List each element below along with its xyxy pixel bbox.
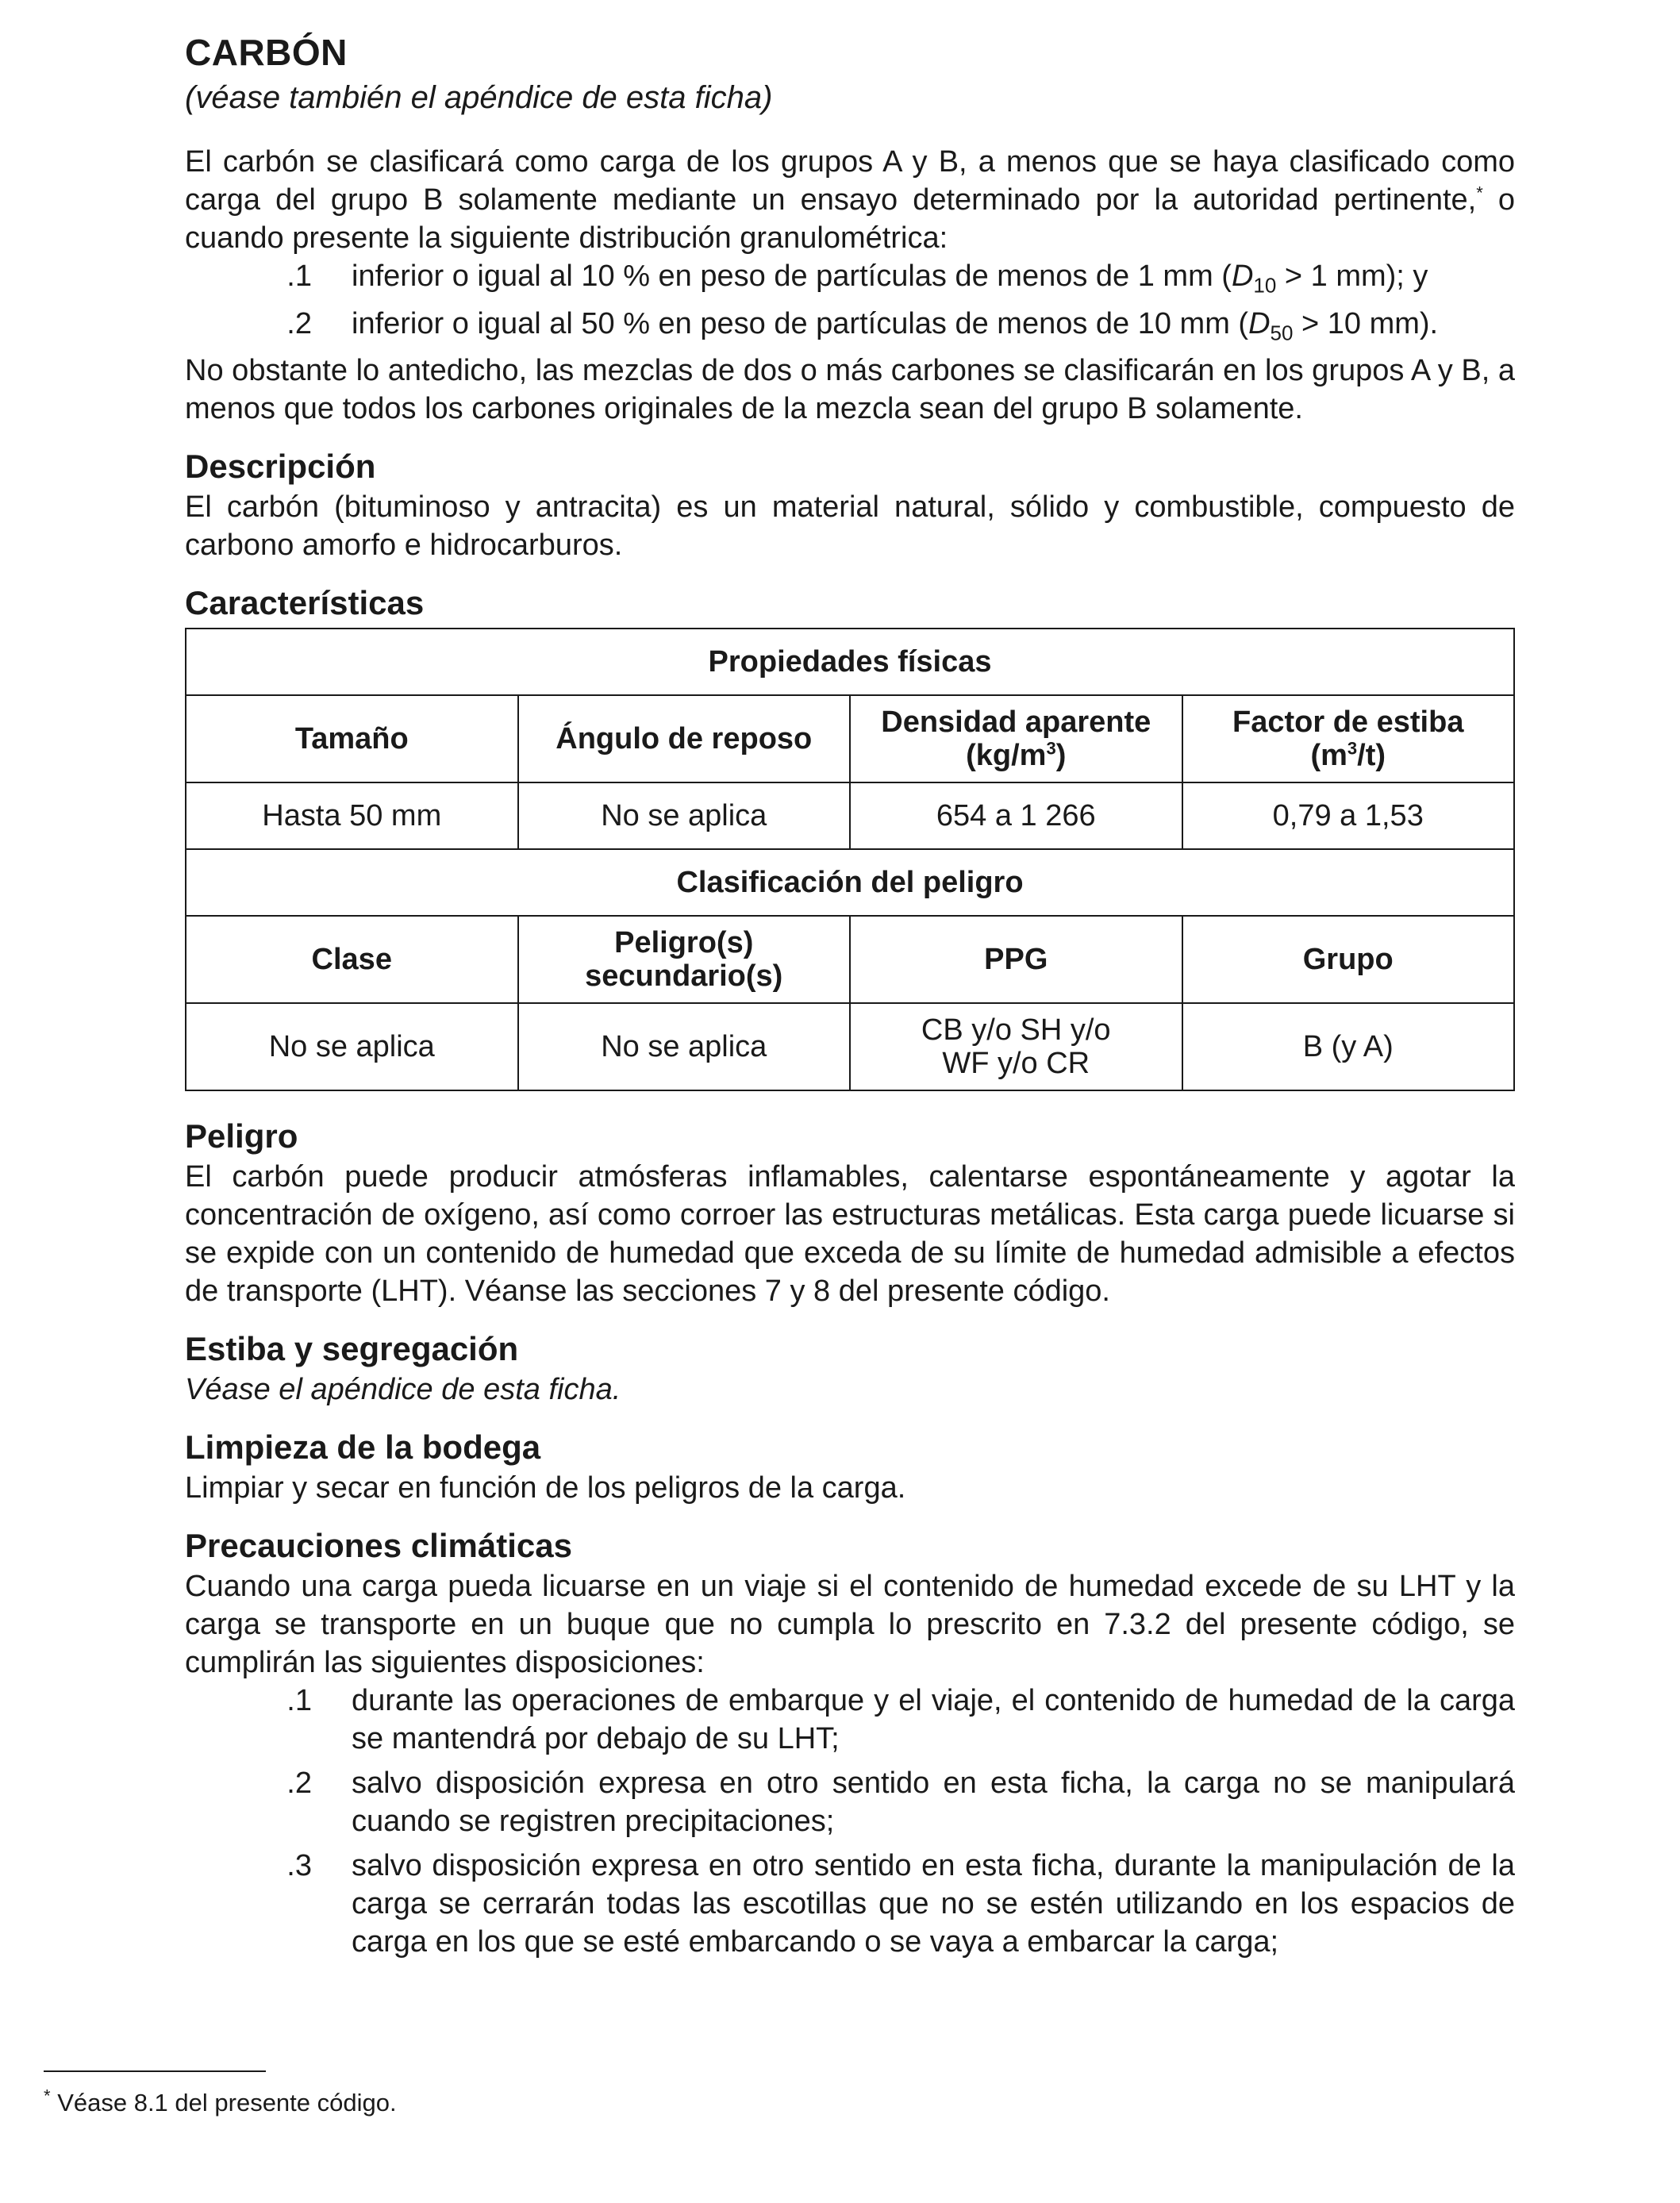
header-size: Tamaño bbox=[186, 695, 518, 782]
header-stowage bbox=[1182, 695, 1515, 782]
item-text bbox=[352, 305, 1515, 352]
header-class: Clase bbox=[186, 916, 518, 1003]
value-class: No se aplica bbox=[186, 1003, 518, 1090]
header-mhb: PPG bbox=[850, 916, 1182, 1003]
header-angle: Ángulo de reposo bbox=[518, 695, 851, 782]
mhb-line2: WF y/o CR bbox=[942, 1047, 1090, 1081]
document-page bbox=[185, 29, 1515, 1961]
precaution-item-1 bbox=[185, 1682, 1515, 1758]
hazard-classification-title: Clasificación del peligro bbox=[186, 849, 1514, 916]
stowage-unit-exponent: 3 bbox=[1347, 738, 1358, 759]
item-number: .2 bbox=[286, 306, 312, 340]
section-heading-peligro: Peligro bbox=[185, 1117, 298, 1155]
item-number: .1 bbox=[286, 260, 312, 293]
page-title: CARBÓN bbox=[185, 32, 348, 73]
item-text-before: inferior o igual al 50 % en peso de partículas de menos de 10 mm ( bbox=[352, 306, 1249, 340]
secondary-label-line2: secundario(s) bbox=[585, 959, 783, 994]
intro-item-1 bbox=[185, 257, 1515, 305]
stowage-unit-close: /t) bbox=[1357, 739, 1386, 773]
precauciones-text: Cuando una carga pueda licuarse en un viaje si el contenido de humedad excede de su LHT y la carga se transporte en un buque que no cumpla lo prescrito en 7.3.2 del presente código, se cumplirán las siguientes disposiciones: bbox=[185, 1570, 1515, 1680]
density-unit: (kg/m bbox=[966, 739, 1047, 773]
peligro-text: El carbón puede producir atmósferas inflamables, calentarse espontáneamente y agotar la concentración de oxígeno, así como corroer las estructuras metálicas. Esta carga puede licuarse si se expide con un contenido de humedad que exceda de su límite de humedad admisible a efectos de transporte (LHT). Véanse las secciones 7 y 8 del presente código. bbox=[185, 1160, 1515, 1309]
section-heading-descripcion: Descripción bbox=[185, 448, 376, 486]
stowage-unit: (m bbox=[1310, 739, 1347, 773]
page-subtitle: (véase también el apéndice de esta ficha) bbox=[185, 80, 773, 115]
intro-paragraph bbox=[185, 143, 1515, 257]
precaution-item-3 bbox=[185, 1847, 1515, 1961]
section-heading-limpieza: Limpieza de la bodega bbox=[185, 1428, 541, 1467]
physical-properties-title: Propiedades físicas bbox=[186, 629, 1514, 695]
item-text bbox=[352, 257, 1515, 305]
intro-text-before: El carbón se clasificará como carga de los grupos A y B, a menos que se haya clasificado como carga del grupo B solamente mediante un ensayo determinado por la autoridad pertinente, bbox=[185, 145, 1515, 217]
item-variable: D bbox=[1248, 306, 1271, 340]
density-label: Densidad aparente bbox=[881, 705, 1151, 740]
footnote-text: Véase 8.1 del presente código. bbox=[57, 2089, 397, 2116]
value-angle: No se aplica bbox=[518, 782, 851, 849]
item-number: .1 bbox=[286, 1684, 312, 1718]
header-secondary-hazard bbox=[518, 916, 851, 1003]
item-number: .2 bbox=[286, 1767, 312, 1801]
intro-item-2 bbox=[185, 305, 1515, 352]
footnote bbox=[44, 2087, 397, 2119]
precaution-item-2 bbox=[185, 1764, 1515, 1840]
secondary-label-line1: Peligro(s) bbox=[614, 926, 754, 960]
item-number: .3 bbox=[286, 1849, 312, 1883]
intro-closing: No obstante lo antedicho, las mezclas de dos o más carbones se clasificarán en los grupos A y B, a menos que todos los carbones originales de la mezcla sean del grupo B solamente. bbox=[185, 354, 1515, 426]
item-text-before: inferior o igual al 10 % en peso de partículas de menos de 1 mm ( bbox=[352, 260, 1232, 293]
footnote-ref[interactable]: * bbox=[1476, 183, 1483, 203]
section-heading-precauciones: Precauciones climáticas bbox=[185, 1527, 572, 1565]
value-mhb bbox=[850, 1003, 1182, 1090]
value-size: Hasta 50 mm bbox=[186, 782, 518, 849]
footnote-mark: * bbox=[44, 2086, 51, 2106]
descripcion-text: El carbón (bituminoso y antracita) es un material natural, sólido y combustible, compuesto de carbono amorfo e hidrocarburos. bbox=[185, 490, 1515, 563]
footnote-divider bbox=[44, 2070, 266, 2072]
intro-text-after: o cuando presente la siguiente distribución granulométrica: bbox=[185, 183, 1515, 255]
section-heading-estiba: Estiba y segregación bbox=[185, 1330, 519, 1368]
limpieza-text: Limpiar y secar en función de los peligros de la carga. bbox=[185, 1471, 906, 1505]
header-group: Grupo bbox=[1182, 916, 1515, 1003]
density-unit-close: ) bbox=[1055, 739, 1067, 773]
value-secondary-hazard: No se aplica bbox=[518, 1003, 851, 1090]
mhb-line1: CB y/o SH y/o bbox=[921, 1013, 1111, 1048]
item-subscript: 50 bbox=[1270, 321, 1294, 345]
item-subscript: 10 bbox=[1253, 273, 1277, 298]
value-density: 654 a 1 266 bbox=[850, 782, 1182, 849]
item-text: salvo disposición expresa en otro sentido en esta ficha, la carga no se manipulará cuando se registren precipitaciones; bbox=[352, 1767, 1515, 1839]
header-density bbox=[850, 695, 1182, 782]
section-heading-caracteristicas: Características bbox=[185, 584, 425, 622]
value-group: B (y A) bbox=[1182, 1003, 1515, 1090]
item-text-after: > 1 mm); y bbox=[1276, 260, 1428, 293]
characteristics-table bbox=[185, 628, 1515, 1091]
density-unit-exponent: 3 bbox=[1046, 738, 1056, 759]
stowage-label: Factor de estiba bbox=[1232, 705, 1464, 740]
value-stowage: 0,79 a 1,53 bbox=[1182, 782, 1515, 849]
item-variable: D bbox=[1231, 260, 1254, 293]
item-text-after: > 10 mm). bbox=[1293, 306, 1439, 340]
item-text: durante las operaciones de embarque y el viaje, el contenido de humedad de la carga se mantendrá por debajo de su LHT; bbox=[352, 1684, 1515, 1756]
estiba-text: Véase el apéndice de esta ficha. bbox=[185, 1373, 621, 1407]
item-text: salvo disposición expresa en otro sentido en esta ficha, durante la manipulación de la carga se cerrarán todas las escotillas que no se estén utilizando en los espacios de carga en los que se esté embarcando o se vaya a embarcar la carga; bbox=[352, 1849, 1515, 1959]
